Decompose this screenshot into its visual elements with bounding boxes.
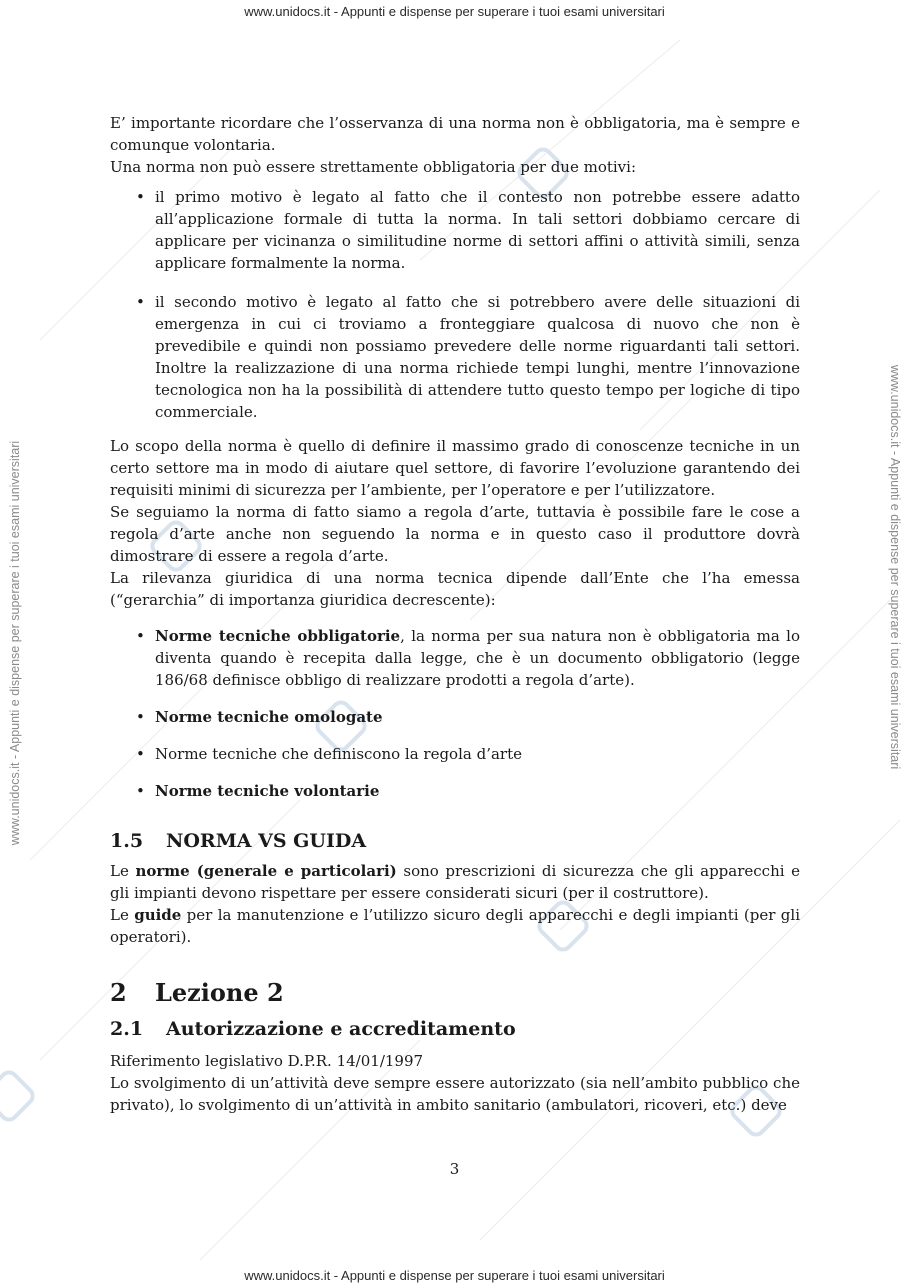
list-item-bold: Norme tecniche obbligatorie bbox=[155, 627, 401, 645]
section-number: 2.1 bbox=[110, 1018, 144, 1040]
paragraph: Se seguiamo la norma di fatto siamo a regola d’arte, tuttavia è possibile fare le cose a regola d’arte anche non seguendo la norma e in questo caso il produttore dovrà dimostrare di essere a regola d’arte. bbox=[110, 503, 800, 565]
bold-term: norme (generale e particolari) bbox=[135, 862, 397, 880]
section-number: 1.5 bbox=[110, 830, 144, 852]
paragraph: E’ importante ricordare che l’osservanza di una norma non è obbligatoria, ma è sempre e comunque volontaria. bbox=[110, 114, 800, 154]
chapter-number: 2 bbox=[110, 978, 127, 1007]
text: per la manutenzione e l’utilizzo sicuro degli apparecchi e degli impianti (per gli operatori). bbox=[110, 906, 800, 946]
watermark-side-left: www.unidocs.it - Appunti e dispense per superare i tuoi esami universitari bbox=[8, 440, 22, 846]
page-number: 3 bbox=[449, 1160, 460, 1178]
section-title: Autorizzazione e accreditamento bbox=[166, 1018, 516, 1040]
text: sono prescrizioni di sicurezza che gli apparecchi e gli impianti devono rispettare per essere considerati sicuri (per il costruttore). bbox=[110, 862, 800, 902]
paragraph bbox=[110, 904, 800, 948]
list-item bbox=[110, 743, 800, 765]
paragraph: Una norma non può essere strettamente obbligatoria per due motivi: bbox=[110, 158, 637, 176]
list-item bbox=[110, 625, 800, 691]
section-title: NORMA VS GUIDA bbox=[166, 830, 367, 852]
paragraph: Lo scopo della norma è quello di definire il massimo grado di conoscenze tecniche in un certo settore ma in modo di aiutare quel settore, di favorire l’evoluzione garantendo dei requisiti minimi di sicurezza per l’ambiente, per l’operatore e per l’utilizzatore. bbox=[110, 437, 800, 499]
hierarchy-list bbox=[110, 625, 800, 802]
list-item bbox=[110, 706, 800, 728]
page-content bbox=[110, 112, 800, 1116]
section-heading bbox=[110, 1018, 800, 1040]
list-item-bold: Norme tecniche omologate bbox=[155, 708, 383, 726]
list-item-bold: Norme tecniche volontarie bbox=[155, 782, 380, 800]
list-item: • il primo motivo è legato al fatto che il contesto non potrebbe essere adatto all’applicazione formale di tutta la norma. In tali settori dobbiamo cercare di applicare per vicinanza o similitudine norme di settori affini o attività simili, senza applicare formalmente la norma. bbox=[110, 186, 800, 274]
list-item bbox=[110, 780, 800, 802]
list-item-text: , la norma per sua natura non è obbligatoria ma lo diventa quando è recepita dalla legge, che è un documento obbligatorio (legge 186/68 definisce obbligo di realizzare prodotti a regola d’arte). bbox=[155, 627, 801, 689]
watermark-banner-bottom: www.unidocs.it - Appunti e dispense per superare i tuoi esami universitari bbox=[244, 1268, 665, 1283]
bold-term: guide bbox=[134, 906, 182, 924]
list-item-text: Norme tecniche che definiscono la regola d’arte bbox=[155, 745, 522, 763]
watermark-banner-top: www.unidocs.it - Appunti e dispense per superare i tuoi esami universitari bbox=[244, 4, 665, 19]
watermark-side-right: www.unidocs.it - Appunti e dispense per superare i tuoi esami universitari bbox=[888, 364, 902, 770]
list-item: • il secondo motivo è legato al fatto che si potrebbero avere delle situazioni di emergenza in cui ci troviamo a fronteggiare qualcosa di nuovo che non è prevedibile e quindi non possiamo prevedere delle norme riguardanti tali settori. Inoltre la realizzazione di una norma richiede tempi lunghi, mentre l’innovazione tecnologica non ha la possibilità di attendere tutto questo tempo per logiche di tipo commerciale. bbox=[110, 291, 800, 423]
paragraph: La rilevanza giuridica di una norma tecnica dipende dall’Ente che l’ha emessa (“gerarchia” di importanza giuridica decrescente): bbox=[110, 569, 800, 609]
section-heading bbox=[110, 830, 800, 852]
paragraph: Riferimento legislativo D.P.R. 14/01/1997 bbox=[110, 1052, 424, 1070]
paragraph: Lo svolgimento di un’attività deve sempre essere autorizzato (sia nell’ambito pubblico che privato), lo svolgimento di un’attività in ambito sanitario (ambulatori, ricoveri, etc.) deve bbox=[110, 1074, 800, 1114]
chapter-heading bbox=[110, 978, 800, 1007]
chapter-title: Lezione 2 bbox=[155, 978, 284, 1007]
reasons-list bbox=[110, 186, 800, 423]
text: Le bbox=[110, 906, 135, 924]
text: Le bbox=[110, 862, 136, 880]
paragraph bbox=[110, 860, 800, 904]
